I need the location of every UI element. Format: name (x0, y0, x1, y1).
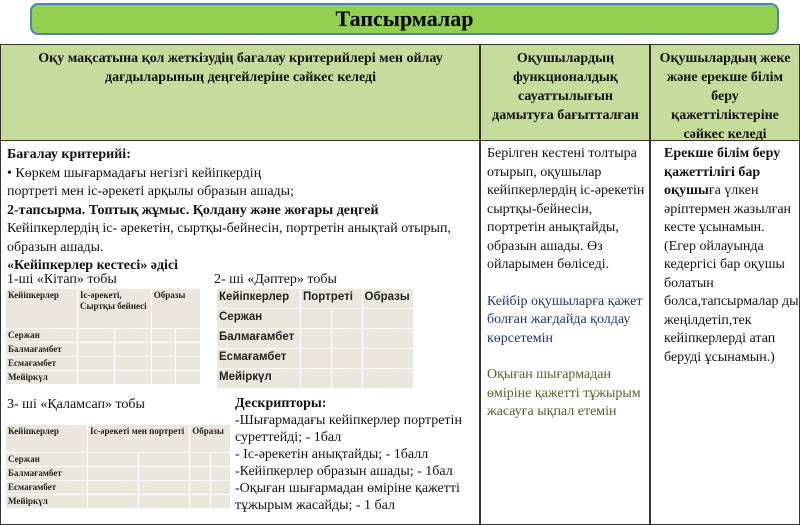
descriptors-title: Дескрипторы: (235, 396, 327, 411)
page-title: Тапсырмалар (335, 6, 474, 31)
row-name: Мейіркүл (217, 369, 301, 389)
task-title: 2-тапсырма. Топтық жұмыс. Қолдану және жоғары деңгей (7, 202, 379, 218)
row-name: Сержан (6, 329, 78, 343)
table-header: Портреті (301, 289, 363, 309)
row-name: Сержан (217, 309, 301, 329)
table-row (6, 481, 231, 495)
literacy-para2: Кейбір оқушыларға қажет болған жағдайда қолдау көрсетемін (487, 293, 643, 346)
group2-label: 2- ші «Дәптер» тобы (214, 272, 337, 287)
header-col3-text: Оқушылардың жеке және ерекше білім беру қажеттіліктеріне сәйкес келеді (659, 51, 791, 142)
table-row (6, 467, 231, 481)
header-col1-text: Оқу мақсатына қол жеткізудің бағалау критерийлері мен ойлау дағдыларының деңгейлеріне сәйкес келеді (38, 51, 443, 85)
table-header: Образы (190, 425, 231, 453)
row-name: Мейіркүл (6, 495, 88, 509)
row-name: Есмағамбет (217, 349, 301, 369)
descriptor-item: - Іс-әрекетін анықтайды; - 1балл (235, 447, 429, 462)
literacy-para3: Оқыған шығармадан өміріне қажетті тұжырым жасауға ықпал етемін (487, 367, 641, 419)
group3-table (5, 424, 231, 509)
descriptor-item: -Кейіпкерлер образын ашады; - 1бал (235, 464, 453, 479)
header-col2-text: Оқушылардың функционалдық сауаттылығын дамытуға бағытталған (492, 51, 639, 123)
header-col2 (481, 45, 650, 141)
criteria-bullet: • Көркем шығармадағы негізгі кейіпкердің (7, 165, 262, 181)
descriptors (235, 395, 475, 514)
tasks-table (0, 44, 800, 525)
table-row (6, 343, 201, 357)
table-header: Образы (362, 289, 413, 309)
special-needs-bold: Ерекше білім беру қажеттілігі бар оқушы (664, 146, 781, 198)
special-needs-text: ға үлкен әріптермен жазылған кесте ұсынамын. (Егер ойлауында кедергісі бар оқушы болатын болса,тапсырмалар ды жеңілдетіп,тек кейіпкерлерді атап беруді ұсынамын.) (664, 183, 799, 365)
special-needs-cell (664, 142, 800, 524)
group2-table (216, 288, 414, 389)
task-text: Кейіпкерлердің іс- әрекетін, сыртқы-бейнесін, портретін анықтай отырып, образын ашады. (7, 221, 451, 255)
table-row (6, 453, 231, 467)
column-divider (649, 45, 651, 524)
title-banner (30, 3, 779, 35)
table-row (217, 349, 414, 369)
group3-label: 3- ші «Қаламсап» тобы (7, 397, 145, 412)
table-header: Кейіпкерлер (6, 425, 88, 453)
table-header: Образы (151, 289, 200, 329)
table-header: Іс-әрекеті мен портреті (88, 425, 190, 453)
table-row (6, 371, 201, 385)
table-row (6, 329, 201, 343)
table-row (217, 309, 414, 329)
table-row (6, 357, 201, 371)
literacy-para1: Берілген кестені толтыра отырып, оқушылар кейіпкерлердің іс-әрекетін сыртқы-бейнесін, портретін анықтайды, образын ашады. Өз ойларымен бөліседі. (487, 146, 645, 272)
row-name: Есмағамбет (6, 357, 78, 371)
descriptor-item: -Оқыған шығармадан өміріне қажетті тұжырым жасайды; - 1 бал (235, 481, 460, 513)
row-name: Балмағамбет (217, 329, 301, 349)
row-name: Балмағамбет (6, 467, 88, 481)
table-header: Кейіпкерлер (217, 289, 301, 309)
group1-label: 1-ші «Кітап» тобы (7, 272, 117, 287)
column-divider (479, 45, 481, 524)
table-row (217, 329, 414, 349)
descriptor-item: -Шығармадағы кейіпкерлер портретін суреттейді; - 1бал (235, 413, 462, 445)
criteria-cont: портреті мен іс-әрекеті арқылы образын ашады; (7, 184, 294, 199)
functional-literacy-cell (487, 142, 647, 524)
criteria-title: Бағалау критерийі: (7, 147, 131, 162)
row-name: Есмағамбет (6, 481, 88, 495)
group1-table (5, 288, 201, 385)
header-col1 (1, 45, 480, 141)
table-header: Іс-әрекеті, Сыртқы бейнесі (78, 289, 152, 329)
row-name: Балмағамбет (6, 343, 78, 357)
table-row (217, 369, 414, 389)
method-title: «Кейіпкерлер кестесі» әдісі (7, 258, 179, 273)
table-header: Кейіпкерлер (6, 289, 78, 329)
header-col3 (651, 45, 799, 141)
row-name: Сержан (6, 453, 88, 467)
row-name: Мейіркүл (6, 371, 78, 385)
table-row (6, 495, 231, 509)
